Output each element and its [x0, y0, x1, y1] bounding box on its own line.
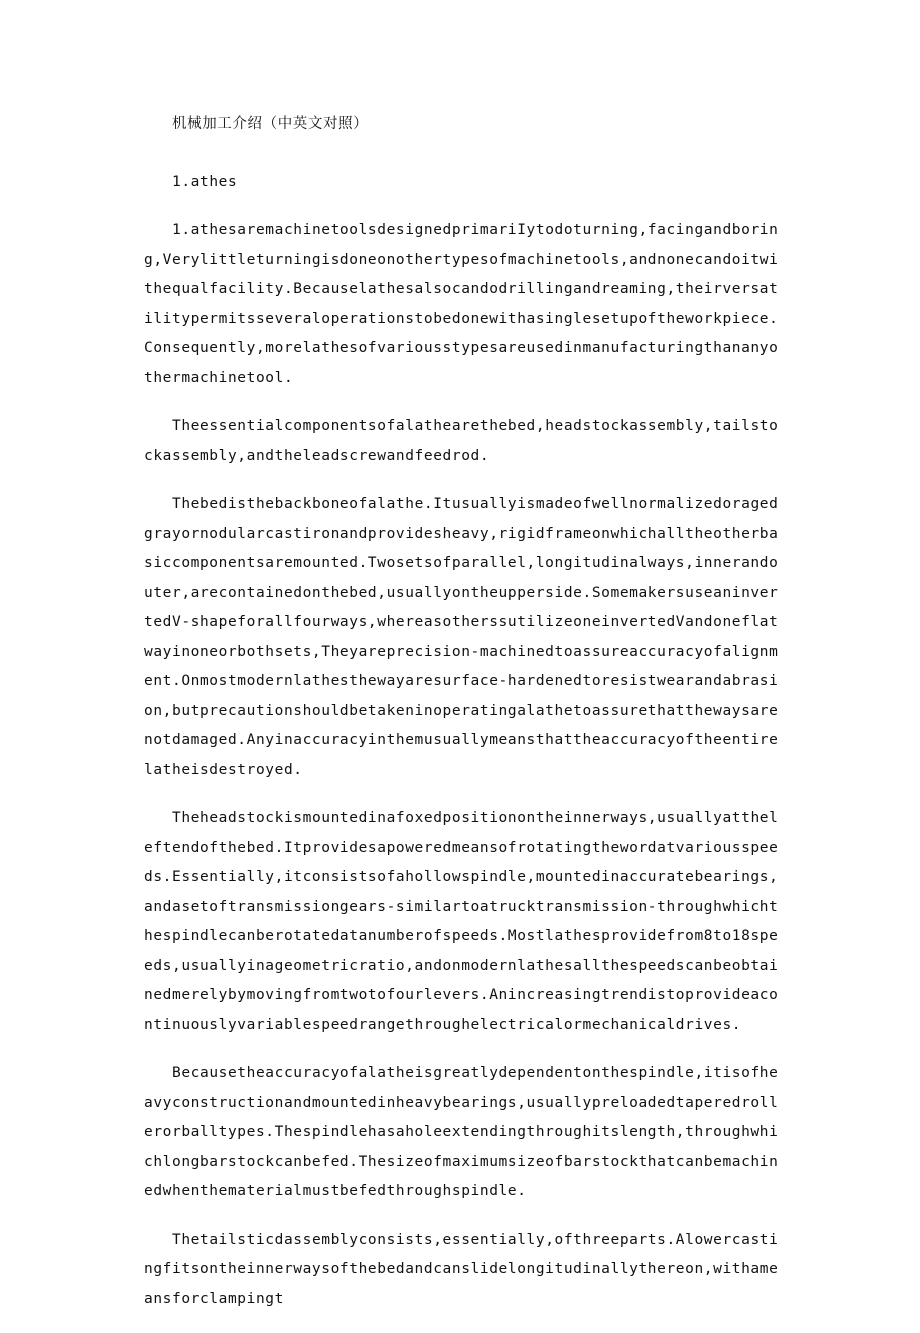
document-page: [144, 112, 784, 1333]
document-title: 机械加工介绍（中英文对照）: [172, 116, 369, 132]
paragraph-lathes-intro: 1.athesaremachinetoolsdesignedprimariIytodoturning,facingandboring,Verylittleturningisdoneonothertypesofmachinetools,andnonecandoitwithequalfacility.Becauselathesalsocandodrillingandreaming,theirversatilitypermitsseveraloperationstobedonewithasinglesetupoftheworkpiece.Consequently,morelathesofvariousstypesareusedinmanufacturingthananyothermachinetool.: [144, 222, 779, 386]
paragraph-spindle: Becausetheaccuracyofalatheisgreatlydependentonthespindle,itisofheavyconstructionandmountedinheavybearings,usuallypreloadedtaperedrollerorballtypes.Thespindlehasaholeextendingthroughitslength,throughwhichlongbarstockcanbefed.Thesizeofmaximumsizeofbarstockthatcanbemachinedwhenthematerialmustbefedthroughspindle.: [144, 1065, 779, 1199]
paragraph-components: Theessentialcomponentsofalathearethebed,headstockassembly,tailstockassembly,andtheleadscrewandfeedrod.: [144, 418, 779, 464]
paragraph-bed: Thebedisthebackboneofalathe.Itusuallyismadeofwellnormalizedoragedgrayornodularcastironandprovidesheavy,rigidframeonwhichalltheotherbasiccomponentsaremounted.Twosetsofparallel,longitudinalways,innerandouter,arecontainedonthebed,usuallyontheupperside.SomemakersuseaninvertedV-shapeforallfourways,whereasotherssutilizeoneinvertedVandoneflatwayinoneorbothsets,Theyareprecision-machinedtoassureaccuracyofalignment.Onmostmodernlathesthewayaresurface-hardenedtoresistwearandabrasion,butprecautionshouldbetakeninoperatingalathetoassurethatthewaysarenotdamaged.Anyinaccuracyinthemusuallymeansthattheaccuracyoftheentirelatheisdestroyed.: [144, 496, 779, 778]
paragraph-tailstock: Thetailsticdassemblyconsists,essentially,ofthreeparts.Alowercastingfitsontheinnerwaysofthebedandcanslidelongitudinallythereon,withameansforclampingt: [144, 1231, 779, 1307]
paragraph-headstock: Theheadstockismountedinafoxedpositionontheinnerways,usuallyattheleftendofthebed.Itprovidesapoweredmeansofrotatingthewordatvariousspeeds.Essentially,itconsistsofahollowspindle,mountedinaccuratebearings,andasetoftransmissiongears-similartoatrucktransmission-throughwhichthespindlecanberotatedatanumberofspeeds.Mostlathesprovidefrom8to18speeds,usuallyinageometricratio,andonmodernlathesallthespeedscanbeobtainedmerelybymovingfromtwotofourlevers.Anincreasingtrendistoprovideacontinuouslyvariablespeedrangethroughelectricalormechanicaldrives.: [144, 810, 779, 1033]
section-heading: 1.athes: [172, 174, 238, 190]
